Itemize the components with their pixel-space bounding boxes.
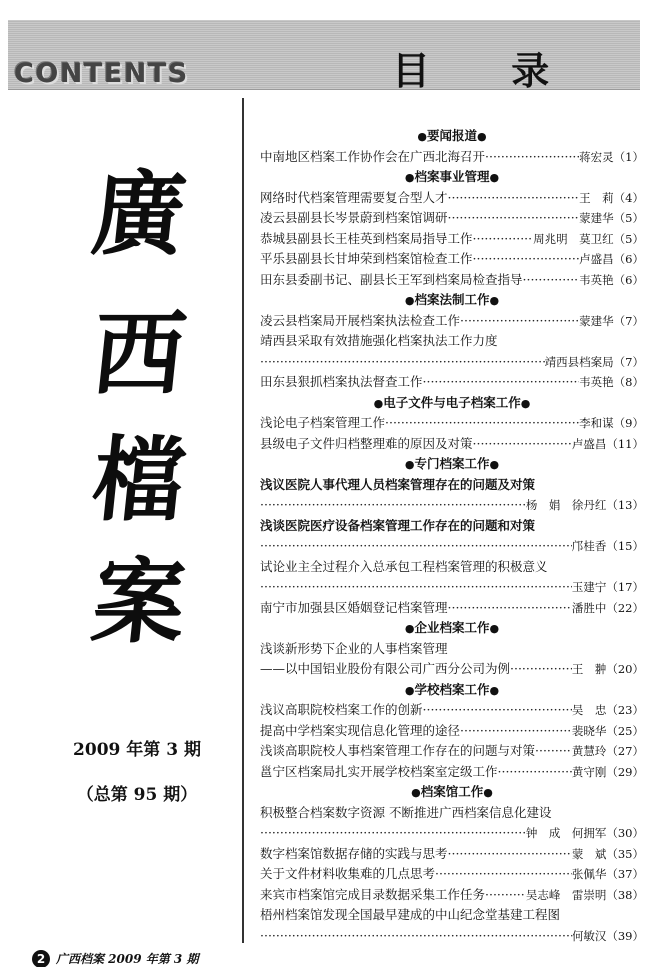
toc-entry-title[interactable]: 积极整合档案数字资源 不断推进广西档案信息化建设 [260,804,552,820]
issue-number: 2009 年第 3 期 [73,740,201,760]
toc-entry[interactable]: 邕宁区档案局扎实开展学校档案室定级工作 ····· 黄守刚（29） [260,762,644,783]
toc-entry-author-line: ····· 何敏汉（39） [260,926,644,947]
toc-entry[interactable]: 数字档案馆数据存储的实践与思考 ····· 蒙 斌（35） [260,844,644,865]
mulu-title: 目 录 [392,49,584,93]
toc-entry[interactable]: 田东县委副书记、副县长王军到档案局检查指导 ····· 韦英艳（6） [260,270,644,291]
toc-entry-author-line: ····· 玉建宁（17） [260,577,644,598]
section-heading: ●学校档案工作● [404,681,500,697]
toc-entry-author-line: ····· 杨 娟 徐丹红（13） [260,495,644,516]
toc-entry-title[interactable]: 试论业主全过程介入总承包工程档案管理的积极意义 [260,558,548,574]
toc-entry-title[interactable]: 靖西县采取有效措施强化档案执法工作力度 [260,333,498,348]
section-heading: ●电子文件与电子档案工作● [373,394,531,410]
toc-entry[interactable]: 中南地区档案工作协作会在广西北海召开 ····· 蒋宏灵（1） [260,147,644,168]
contents-label: CONTENTS [14,58,189,89]
toc-entry[interactable]: 凌云县档案局开展档案执法检查工作 ····· 蒙建华（7） [260,311,644,332]
masthead-char-3: 檔 [87,426,191,534]
toc-entry-title[interactable]: 浅议医院人事代理人员档案管理存在的问题及对策 [260,476,536,492]
toc-entry[interactable]: 恭城县副县长王桂英到档案局指导工作 ····· 周兆明 莫卫红（5） [260,229,644,250]
footer-text: 广西档案 2009 年第 3 期 [56,952,199,966]
toc-entry-subtitle-line: ——以中国铝业股份有限公司广西分公司为例 ····· 王 翀（20） [260,659,644,680]
section-heading: ●要闻报道● [417,128,487,143]
toc-entry[interactable]: 浅论电子档案管理工作 ····· 李和谋（9） [260,413,644,434]
table-of-contents [260,126,644,946]
toc-entry-title[interactable]: 梧州档案馆发现全国最早建成的中山纪念堂基建工程图 [260,907,561,922]
toc-entry[interactable]: 来宾市档案馆完成目录数据采集工作任务 ····· 吴志峰 雷崇明（38） [260,885,644,906]
section-heading: ●档案法制工作● [404,292,500,307]
toc-entry[interactable]: 凌云县副县长岑景蔚到档案馆调研 ····· 蒙建华（5） [260,208,644,229]
toc-entry[interactable]: 浅谈高职院校人事档案管理工作存在的问题与对策 ····· 黄慧玲（27） [260,741,644,762]
masthead-char-2: 西 [87,300,191,408]
toc-entry[interactable]: 平乐县副县长甘坤荣到档案馆检查工作 ····· 卢盛昌（6） [260,249,644,270]
toc-entry[interactable]: 关于文件材料收集难的几点思考 ····· 张佩华（37） [260,864,644,885]
section-heading: ●档案事业管理● [404,169,500,184]
toc-entry[interactable]: 县级电子文件归档整理难的原因及对策 ····· 卢盛昌（11） [260,434,644,455]
toc-entry[interactable]: 田东县狠抓档案执法督查工作 ····· 韦英艳（8） [260,372,644,393]
issue-total: （总第 95 期） [76,785,198,805]
toc-entry-title[interactable]: 浅谈新形势下企业的人事档案管理 [260,640,448,656]
toc-entry-author-line: ····· 邝桂香（15） [260,536,644,557]
page-footer [32,950,198,967]
section-heading: ●专门档案工作● [404,456,500,471]
masthead-char-1: 廣 [87,160,191,268]
masthead-char-4: 案 [87,548,191,656]
toc-entry[interactable]: 提高中学档案实现信息化管理的途径 ····· 裴晓华（25） [260,721,644,742]
toc-entry-title[interactable]: 浅谈医院医疗设备档案管理工作存在的问题和对策 [260,517,536,533]
page-number: 2 [32,950,50,967]
toc-entry[interactable]: 南宁市加强县区婚姻登记档案管理 ····· 潘胜中（22） [260,598,644,619]
toc-entry-author-line: ····· 靖西县档案局（7） [260,352,644,373]
section-heading: ●企业档案工作● [404,620,500,635]
column-divider [242,98,244,943]
toc-entry-author-line: ····· 钟 成 何拥军（30） [260,823,644,844]
section-heading: ●档案馆工作● [411,784,493,799]
toc-entry[interactable]: 网络时代档案管理需要复合型人才 ····· 王 莉（4） [260,188,644,209]
toc-entry[interactable]: 浅议高职院校档案工作的创新 ····· 吴 忠（23） [260,700,644,721]
